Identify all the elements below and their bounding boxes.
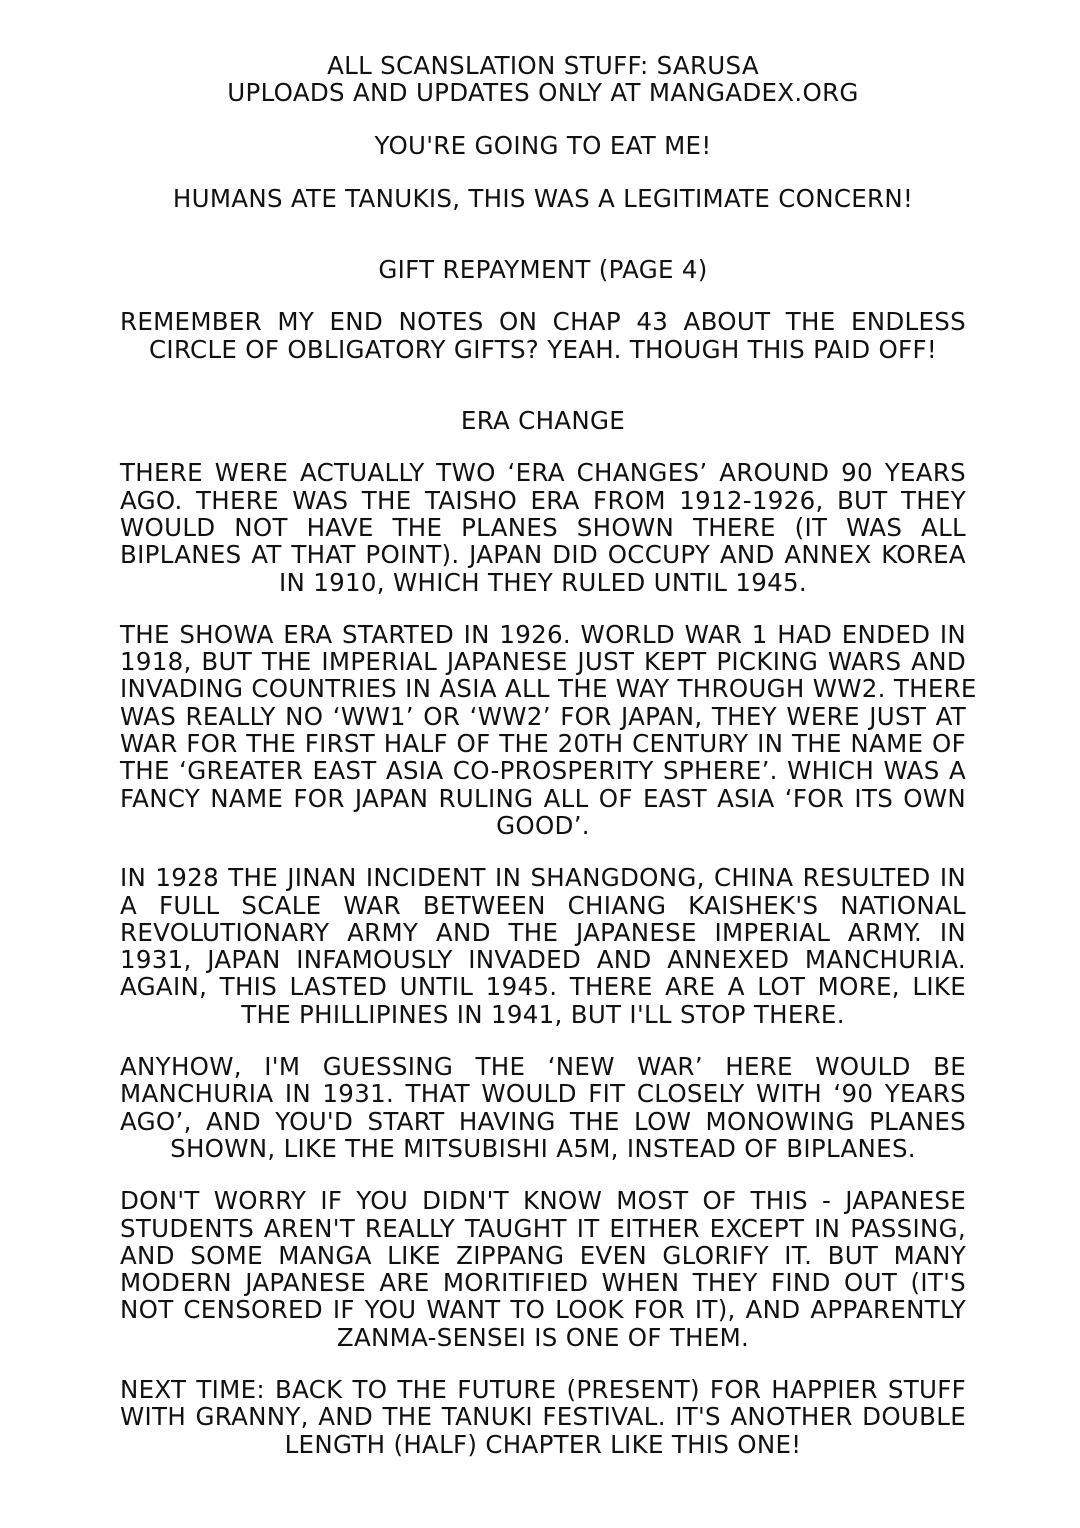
era-line: DON'T WORRY IF YOU DIDN'T KNOW MOST OF THIS - JAPANESE bbox=[120, 1186, 966, 1216]
era-line: WITH GRANNY, AND THE TANUKI FESTIVAL. IT'S ANOTHER DOUBLE bbox=[120, 1402, 966, 1432]
era-line: AGAIN, THIS LASTED UNTIL 1945. THERE ARE A LOT MORE, LIKE bbox=[120, 972, 966, 1002]
note-eat-body-block bbox=[120, 185, 966, 212]
era-line: 1918, BUT THE IMPERIAL JAPANESE JUST KEPT PICKING WARS AND bbox=[120, 647, 966, 677]
gift-block bbox=[120, 256, 966, 283]
gift-body-line: CIRCLE OF OBLIGATORY GIFTS? YEAH. THOUGH THIS PAID OFF! bbox=[149, 334, 937, 364]
era-line: WAR FOR THE FIRST HALF OF THE 20TH CENTURY IN THE NAME OF bbox=[120, 729, 966, 759]
era-paragraph bbox=[120, 459, 966, 595]
era-paragraph bbox=[120, 1376, 966, 1458]
era-line: NOT CENSORED IF YOU WANT TO LOOK FOR IT), AND APPARENTLY bbox=[120, 1295, 966, 1325]
era-paragraph bbox=[120, 619, 977, 840]
credits-block bbox=[120, 52, 966, 107]
era-line: THERE WERE ACTUALLY TWO ‘ERA CHANGES’ AROUND 90 YEARS bbox=[120, 458, 966, 488]
era-line: IN 1910, WHICH THEY RULED UNTIL 1945. bbox=[279, 567, 807, 597]
era-line: ZANMA-SENSEI IS ONE OF THEM. bbox=[336, 1322, 750, 1352]
era-line: IN 1928 THE JINAN INCIDENT IN SHANGDONG, CHINA RESULTED IN bbox=[120, 863, 966, 893]
credits-line: ALL SCANSLATION STUFF: SARUSA bbox=[327, 51, 759, 80]
era-line: SHOWN, LIKE THE MITSUBISHI A5M, INSTEAD OF BIPLANES. bbox=[170, 1133, 916, 1163]
era-line: MANCHURIA IN 1931. THAT WOULD FIT CLOSELY WITH ‘90 YEARS bbox=[120, 1079, 966, 1109]
era-line: WAS REALLY NO ‘WW1’ OR ‘WW2’ FOR JAPAN, THEY WERE JUST AT bbox=[120, 701, 966, 731]
era-line: FANCY NAME FOR JAPAN RULING ALL OF EAST ASIA ‘FOR ITS OWN bbox=[120, 783, 966, 813]
era-line: REVOLUTIONARY ARMY AND THE JAPANESE IMPERIAL ARMY. IN bbox=[120, 917, 966, 947]
era-line: ANYHOW, I'M GUESSING THE ‘NEW WAR’ HERE WOULD BE bbox=[120, 1052, 966, 1082]
gift-body-block bbox=[120, 308, 966, 363]
era-line: MODERN JAPANESE ARE MORITIFIED WHEN THEY FIND OUT (IT'S bbox=[120, 1268, 966, 1298]
era-line: BIPLANES AT THAT POINT). JAPAN DID OCCUPY AND ANNEX KOREA bbox=[120, 540, 966, 570]
gift-body-line: REMEMBER MY END NOTES ON CHAP 43 ABOUT THE ENDLESS bbox=[120, 307, 966, 337]
era-line: A FULL SCALE WAR BETWEEN CHIANG KAISHEK'S NATIONAL bbox=[120, 890, 966, 920]
era-paragraph bbox=[120, 864, 966, 1028]
era-line: AND SOME MANGA LIKE ZIPPANG EVEN GLORIFY IT. BUT MANY bbox=[120, 1240, 966, 1270]
era-line: 1931, JAPAN INFAMOUSLY INVADED AND ANNEXED MANCHURIA. bbox=[120, 945, 966, 975]
era-paragraph bbox=[120, 1053, 966, 1162]
era-line: THE ‘GREATER EAST ASIA CO-PROSPERITY SPHERE’. WHICH WAS A bbox=[120, 756, 966, 786]
note-eat-block bbox=[120, 132, 966, 159]
era-line: AGO’, AND YOU'D START HAVING THE LOW MONOWING PLANES bbox=[120, 1106, 966, 1136]
era-paragraph bbox=[120, 1187, 966, 1351]
credits-line: UPLOADS AND UPDATES ONLY AT MANGADEX.ORG bbox=[227, 78, 859, 108]
era-line: INVADING COUNTRIES IN ASIA ALL THE WAY THROUGH WW2. THERE bbox=[120, 674, 977, 704]
era-line: NEXT TIME: BACK TO THE FUTURE (PRESENT) FOR HAPPIER STUFF bbox=[120, 1374, 966, 1404]
era-line: THE SHOWA ERA STARTED IN 1926. WORLD WAR 1 HAD ENDED IN bbox=[120, 619, 966, 649]
era-title-block bbox=[120, 407, 966, 434]
gift-title: GIFT REPAYMENT (PAGE 4) bbox=[378, 255, 708, 285]
era-line: GOOD’. bbox=[496, 810, 590, 840]
era-title: ERA CHANGE bbox=[460, 406, 626, 436]
era-line: THE PHILLIPINES IN 1941, BUT I'LL STOP THERE. bbox=[241, 999, 845, 1029]
note-eat-title: YOU'RE GOING TO EAT ME! bbox=[374, 130, 712, 160]
era-line: WOULD NOT HAVE THE PLANES SHOWN THERE (IT WAS ALL bbox=[120, 512, 966, 542]
era-line: AGO. THERE WAS THE TAISHO ERA FROM 1912-1926, BUT THEY bbox=[120, 485, 966, 515]
note-eat-body: HUMANS ATE TANUKIS, THIS WAS A LEGITIMATE CONCERN! bbox=[172, 183, 914, 213]
era-line: STUDENTS AREN'T REALLY TAUGHT IT EITHER EXCEPT IN PASSING, bbox=[120, 1213, 966, 1243]
era-line: LENGTH (HALF) CHAPTER LIKE THIS ONE! bbox=[284, 1429, 802, 1459]
notes-page bbox=[120, 51, 977, 1459]
